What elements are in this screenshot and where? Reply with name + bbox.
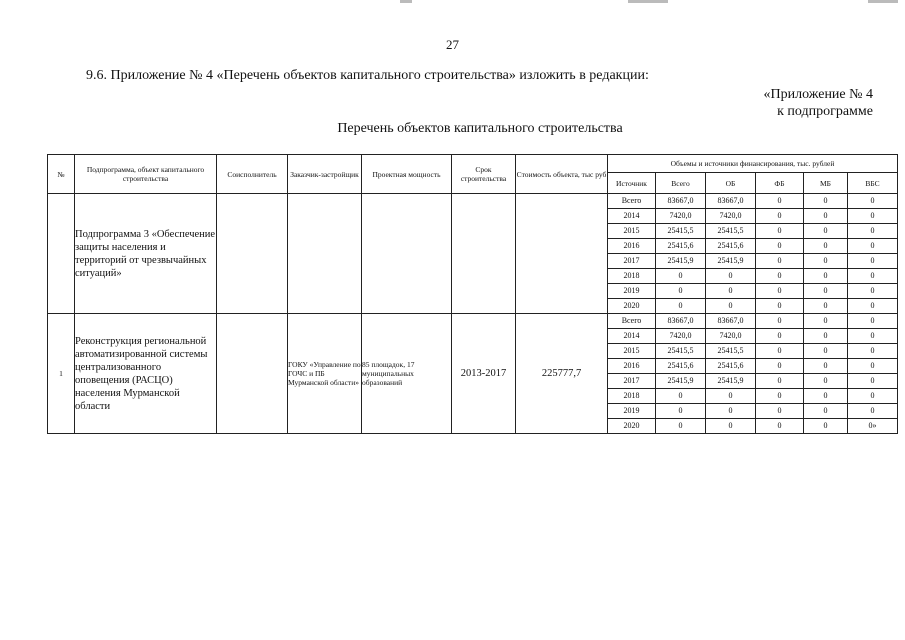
total-cell: 25415,6 [656,359,706,374]
col-header-fb: ФБ [756,173,804,194]
ob-cell: 83667,0 [706,194,756,209]
mb-cell: 0 [804,329,848,344]
ob-cell: 25415,6 [706,359,756,374]
ob-cell: 0 [706,389,756,404]
col-header-cost: Стоимость объекта, тыс руб [516,155,608,194]
vbs-cell: 0 [848,194,898,209]
mb-cell: 0 [804,254,848,269]
vbs-cell: 0 [848,299,898,314]
source-cell: 2015 [608,344,656,359]
total-cell: 25415,6 [656,239,706,254]
page-number: 27 [446,37,459,52]
col-header-customer: Заказчик-застройщик [288,155,362,194]
ob-cell: 7420,0 [706,209,756,224]
fb-cell: 0 [756,314,804,329]
fb-cell: 0 [756,404,804,419]
object-name: Реконструкция региональной автоматизированной системы централизованного оповещения (РАСЦО) населения Мурманской области [75,314,217,434]
appendix-line-2: к подпрограмме [777,104,873,119]
col-header-source: Источник [608,173,656,194]
appendix-line-1: «Приложение № 4 [763,87,873,102]
mb-cell: 0 [804,389,848,404]
mb-cell: 0 [804,419,848,434]
vbs-cell: 0 [848,239,898,254]
ob-cell: 0 [706,404,756,419]
source-cell: 2015 [608,224,656,239]
col-header-vbs: ВБС [848,173,898,194]
vbs-cell: 0 [848,284,898,299]
col-header-total: Всего [656,173,706,194]
capital-objects-table [47,154,898,434]
total-cell: 0 [656,389,706,404]
mb-cell: 0 [804,269,848,284]
fb-cell: 0 [756,299,804,314]
ob-cell: 83667,0 [706,314,756,329]
mb-cell: 0 [804,224,848,239]
vbs-cell: 0 [848,269,898,284]
subprogram-customer [288,194,362,314]
mb-cell: 0 [804,194,848,209]
mb-cell: 0 [804,239,848,254]
fb-cell: 0 [756,419,804,434]
table-row [48,194,898,209]
ob-cell: 25415,5 [706,344,756,359]
fb-cell: 0 [756,344,804,359]
object-capacity: 85 площадок, 17 муниципальных образований [362,314,452,434]
vbs-cell: 0 [848,329,898,344]
source-cell: 2016 [608,359,656,374]
total-cell: 25415,5 [656,224,706,239]
vbs-cell: 0 [848,404,898,419]
source-cell: 2020 [608,299,656,314]
total-cell: 25415,5 [656,344,706,359]
ob-cell: 25415,9 [706,254,756,269]
subprogram-executor [217,194,288,314]
vbs-cell: 0» [848,419,898,434]
table-title: Перечень объектов капитального строительства [337,121,623,136]
source-cell: 2019 [608,404,656,419]
fb-cell: 0 [756,194,804,209]
scan-mark [628,0,668,3]
fb-cell: 0 [756,269,804,284]
fb-cell: 0 [756,389,804,404]
vbs-cell: 0 [848,389,898,404]
subprogram-term [452,194,516,314]
mb-cell: 0 [804,299,848,314]
source-cell: Всего [608,194,656,209]
object-customer: ГОКУ «Управление по ГОЧС и ПБ Мурманской области» [288,314,362,434]
subprogram-capacity [362,194,452,314]
ob-cell: 7420,0 [706,329,756,344]
vbs-cell: 0 [848,344,898,359]
object-executor [217,314,288,434]
col-header-program: Подпрограмма, объект капитального строительства [75,155,217,194]
source-cell: 2016 [608,239,656,254]
source-cell: Всего [608,314,656,329]
total-cell: 83667,0 [656,194,706,209]
fb-cell: 0 [756,239,804,254]
fb-cell: 0 [756,329,804,344]
vbs-cell: 0 [848,314,898,329]
total-cell: 0 [656,284,706,299]
scan-mark [868,0,898,3]
mb-cell: 0 [804,209,848,224]
vbs-cell: 0 [848,224,898,239]
total-cell: 7420,0 [656,329,706,344]
source-cell: 2018 [608,269,656,284]
source-cell: 2014 [608,329,656,344]
ob-cell: 25415,5 [706,224,756,239]
vbs-cell: 0 [848,209,898,224]
object-cost: 225777,7 [516,314,608,434]
col-header-funding: Объемы и источники финансирования, тыс. рублей [608,155,898,173]
subprogram-no-cell [48,194,75,314]
total-cell: 25415,9 [656,254,706,269]
col-header-no: № [48,155,75,194]
fb-cell: 0 [756,374,804,389]
source-cell: 2017 [608,254,656,269]
fb-cell: 0 [756,224,804,239]
source-cell: 2018 [608,389,656,404]
scan-mark [400,0,412,3]
col-header-capacity: Проектная мощность [362,155,452,194]
fb-cell: 0 [756,284,804,299]
subprogram-name: Подпрограмма 3 «Обеспечение защиты населения и территорий от чрезвычайных ситуаций» [75,194,217,314]
mb-cell: 0 [804,374,848,389]
ob-cell: 25415,9 [706,374,756,389]
table-row [48,314,898,329]
total-cell: 0 [656,419,706,434]
source-cell: 2017 [608,374,656,389]
source-cell: 2020 [608,419,656,434]
col-header-mb: МБ [804,173,848,194]
fb-cell: 0 [756,209,804,224]
mb-cell: 0 [804,284,848,299]
mb-cell: 0 [804,344,848,359]
subprogram-cost [516,194,608,314]
total-cell: 83667,0 [656,314,706,329]
ob-cell: 0 [706,299,756,314]
ob-cell: 0 [706,284,756,299]
total-cell: 0 [656,299,706,314]
mb-cell: 0 [804,359,848,374]
vbs-cell: 0 [848,254,898,269]
col-header-executor: Соисполнитель [217,155,288,194]
vbs-cell: 0 [848,359,898,374]
ob-cell: 0 [706,269,756,284]
appendix-label [764,86,874,120]
fb-cell: 0 [756,254,804,269]
total-cell: 25415,9 [656,374,706,389]
total-cell: 0 [656,404,706,419]
total-cell: 0 [656,269,706,284]
total-cell: 7420,0 [656,209,706,224]
ob-cell: 0 [706,419,756,434]
object-term: 2013-2017 [452,314,516,434]
source-cell: 2019 [608,284,656,299]
ob-cell: 25415,6 [706,239,756,254]
source-cell: 2014 [608,209,656,224]
object-number: 1 [48,314,75,434]
fb-cell: 0 [756,359,804,374]
col-header-ob: ОБ [706,173,756,194]
mb-cell: 0 [804,314,848,329]
mb-cell: 0 [804,404,848,419]
col-header-term: Срок строительства [452,155,516,194]
section-heading: 9.6. Приложение № 4 «Перечень объектов капитального строительства» изложить в редакции: [86,68,649,83]
vbs-cell: 0 [848,374,898,389]
